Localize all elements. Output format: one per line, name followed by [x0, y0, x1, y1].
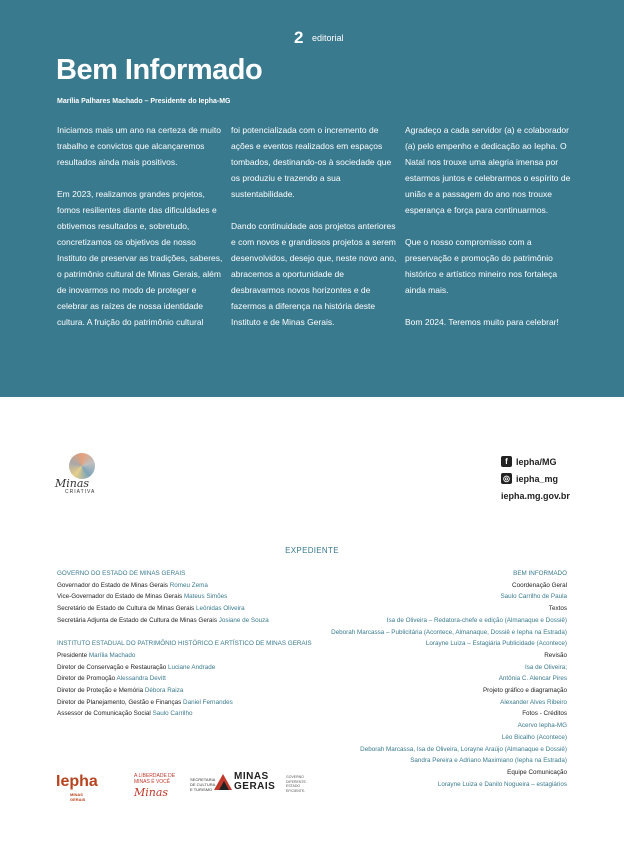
credit-line: Coordenação Geral	[512, 581, 567, 589]
page-title: Bem Informado	[56, 54, 263, 86]
credit-line: Léo Bicalho (Acontece)	[501, 733, 567, 741]
footer-logos	[56, 771, 316, 802]
paragraph: foi potencializada com o incremento de ações e eventos realizados em espaços tombados, destinando-os à sociedade que os produziu e trazendo a sua sustentabilidade.	[231, 125, 392, 199]
credit-row: Governador do Estado de Minas Gerais Romeu Zema	[57, 581, 208, 589]
bem-heading: BEM INFORMADO	[513, 570, 567, 577]
credit-line: Isa de Oliveira – Redatora-chefe e edição (Almanaque e Dossiê)	[386, 616, 567, 624]
credit-line: Textos	[548, 605, 567, 613]
liberdade-top: A LIBERDADE DE MINAS É VOCÊ	[134, 773, 176, 785]
gov-heading: GOVERNO DO ESTADO DE MINAS GERAIS	[57, 570, 186, 577]
credit-line: Deborah Marcassa, Isa de Oliveira, Lorayne Araújo (Almanaque e Dossiê)	[360, 745, 567, 753]
credit-line: Revisão	[544, 651, 567, 659]
credit-row: Diretor de Promoção Alessandra Devitt	[57, 675, 166, 683]
expediente-title: EXPEDIENTE	[285, 546, 339, 555]
instagram-handle: iepha_mg	[516, 473, 559, 484]
iepha-logo-sub: MINAS GERAIS	[70, 792, 86, 802]
gov-tagline: GOVERNO DIFERENTE. ESTADO EFICIENTE.	[286, 775, 307, 793]
inst-heading: INSTITUTO ESTADUAL DO PATRIMÔNIO HISTÓRICO E ARTÍSTICO DE MINAS GERAIS	[57, 640, 312, 648]
credit-row: Presidente Marília Machado	[57, 651, 136, 659]
paragraph: Agradeço a cada servidor (a) e colaborador (a) pelo empenho e dedicação ao Iepha. O Natal nos trouxe uma alegria imensa por estarmos juntos e celebrarmos o espírito de união e a passagem do ano nos trouxe esperança e força para continuarmos.	[405, 125, 571, 215]
facebook-icon: f	[501, 456, 512, 467]
minas-triangle-inner-icon	[219, 781, 229, 790]
credit-row: Diretor de Planejamento, Gestão e Finanças Daniel Fernandes	[57, 698, 233, 706]
paragraph: Iniciamos mais um ano na certeza de muito trabalho e convictos que alcançaremos resultados ainda mais positivos.	[57, 125, 221, 167]
paragraph: Que o nosso compromisso com a preservação e promoção do patrimônio histórico e artístico mineiro nos fortaleça ainda mais.	[405, 237, 558, 295]
credit-line: Fotos - Créditos	[522, 710, 567, 718]
paragraph: Em 2023, realizamos grandes projetos, fomos resilientes diante das dificuldades e obtivemos resultados e, sobretudo, concretizamos os objetivos de nosso Instituto de preservar as tradições, saberes, o patrimônio cultural de Minas Gerais, além de inovarmos no modo de proteger e celebrar as raízes de nossa identidade cultura. A fruição do patrimônio cultural	[57, 189, 223, 327]
expediente-right	[300, 568, 567, 790]
credit-line: Acervo Iepha-MG	[517, 722, 567, 730]
instagram-link[interactable]	[501, 470, 570, 487]
creativa-emblem-icon	[69, 453, 95, 479]
instagram-icon: ◎	[501, 473, 512, 484]
facebook-handle: Iepha/MG	[516, 456, 557, 467]
section-label: editorial	[312, 33, 344, 43]
credit-line: Equipe Comunicação	[507, 768, 567, 776]
creativa-sub: CRIATIVA	[65, 489, 96, 495]
credit-row: Secretária Adjunta de Estado de Cultura de Minas Gerais Josiane de Souza	[57, 616, 269, 624]
credit-line: Lorayne Luiza e Danilo Nogueira – estagiários	[437, 780, 567, 788]
credit-row: Diretor de Proteção e Memória Débora Raiza	[57, 687, 184, 695]
minas-criativa-logo	[55, 453, 111, 495]
credit-line: Antônia C. Alencar Pires	[498, 675, 567, 683]
credit-line: Isa de Oliveira;	[525, 663, 567, 671]
credit-line: Alexander Alves Ribeiro	[500, 698, 567, 706]
credit-line: Saulo Carrilho de Paula	[500, 593, 567, 601]
liberdade-logo	[134, 773, 184, 799]
facebook-link[interactable]	[501, 453, 570, 470]
editorial-column-1	[57, 122, 225, 346]
editorial-column-3	[405, 122, 573, 346]
author-line: Marília Palhares Machado – Presidente do Iepha-MG	[57, 98, 231, 105]
cultura-logo: SECRETARIA DE CULTURA E TURISMO	[190, 777, 216, 792]
iepha-logo	[56, 773, 98, 802]
social-links	[501, 453, 570, 504]
paragraph: Dando continuidade aos projetos anteriores e com novos e grandiosos projetos a serem desenvolvidos, desejo que, neste novo ano, abracemos a oportunidade de desbravarmos novos horizontes e de fazermos a diferença na história deste Instituto e de Minas Gerais.	[231, 221, 397, 327]
credit-line: Sandra Pereira e Adriano Maximiano (Iepha na Estrada)	[410, 757, 567, 765]
credit-line: Projeto gráfico e diagramação	[482, 687, 567, 695]
editorial-header-panel	[0, 0, 624, 397]
editorial-column-2	[231, 122, 399, 346]
credit-row: Secretário de Estado de Cultura de Minas Gerais Leônidas Oliveira	[57, 605, 245, 613]
paragraph: Bom 2024. Teremos muito para celebrar!	[405, 317, 559, 327]
website-link[interactable]: iepha.mg.gov.br	[501, 490, 570, 501]
page-number: 2	[294, 28, 304, 47]
credit-line: Deborah Marcassa – Publicitária (Acontece, Almanaque, Dossiê e Iepha na Estrada)	[331, 628, 567, 636]
iepha-logo-text: Iepha	[56, 773, 98, 790]
creativa-word: Minas	[55, 477, 90, 490]
credit-row: Vice-Governador do Estado de Minas Gerais Mateus Simões	[57, 593, 228, 601]
minas-gerais-wordmark: MINAS GERAIS	[234, 771, 276, 792]
liberdade-script: Minas	[134, 786, 169, 799]
credit-row: Diretor de Conservação e Restauração Luciane Andrade	[57, 663, 216, 671]
credit-row: Assessor de Comunicação Social Saulo Carrilho	[57, 710, 193, 718]
credit-line: Lorayne Luiza – Estagiária Publicidade (Acontece)	[425, 640, 567, 648]
